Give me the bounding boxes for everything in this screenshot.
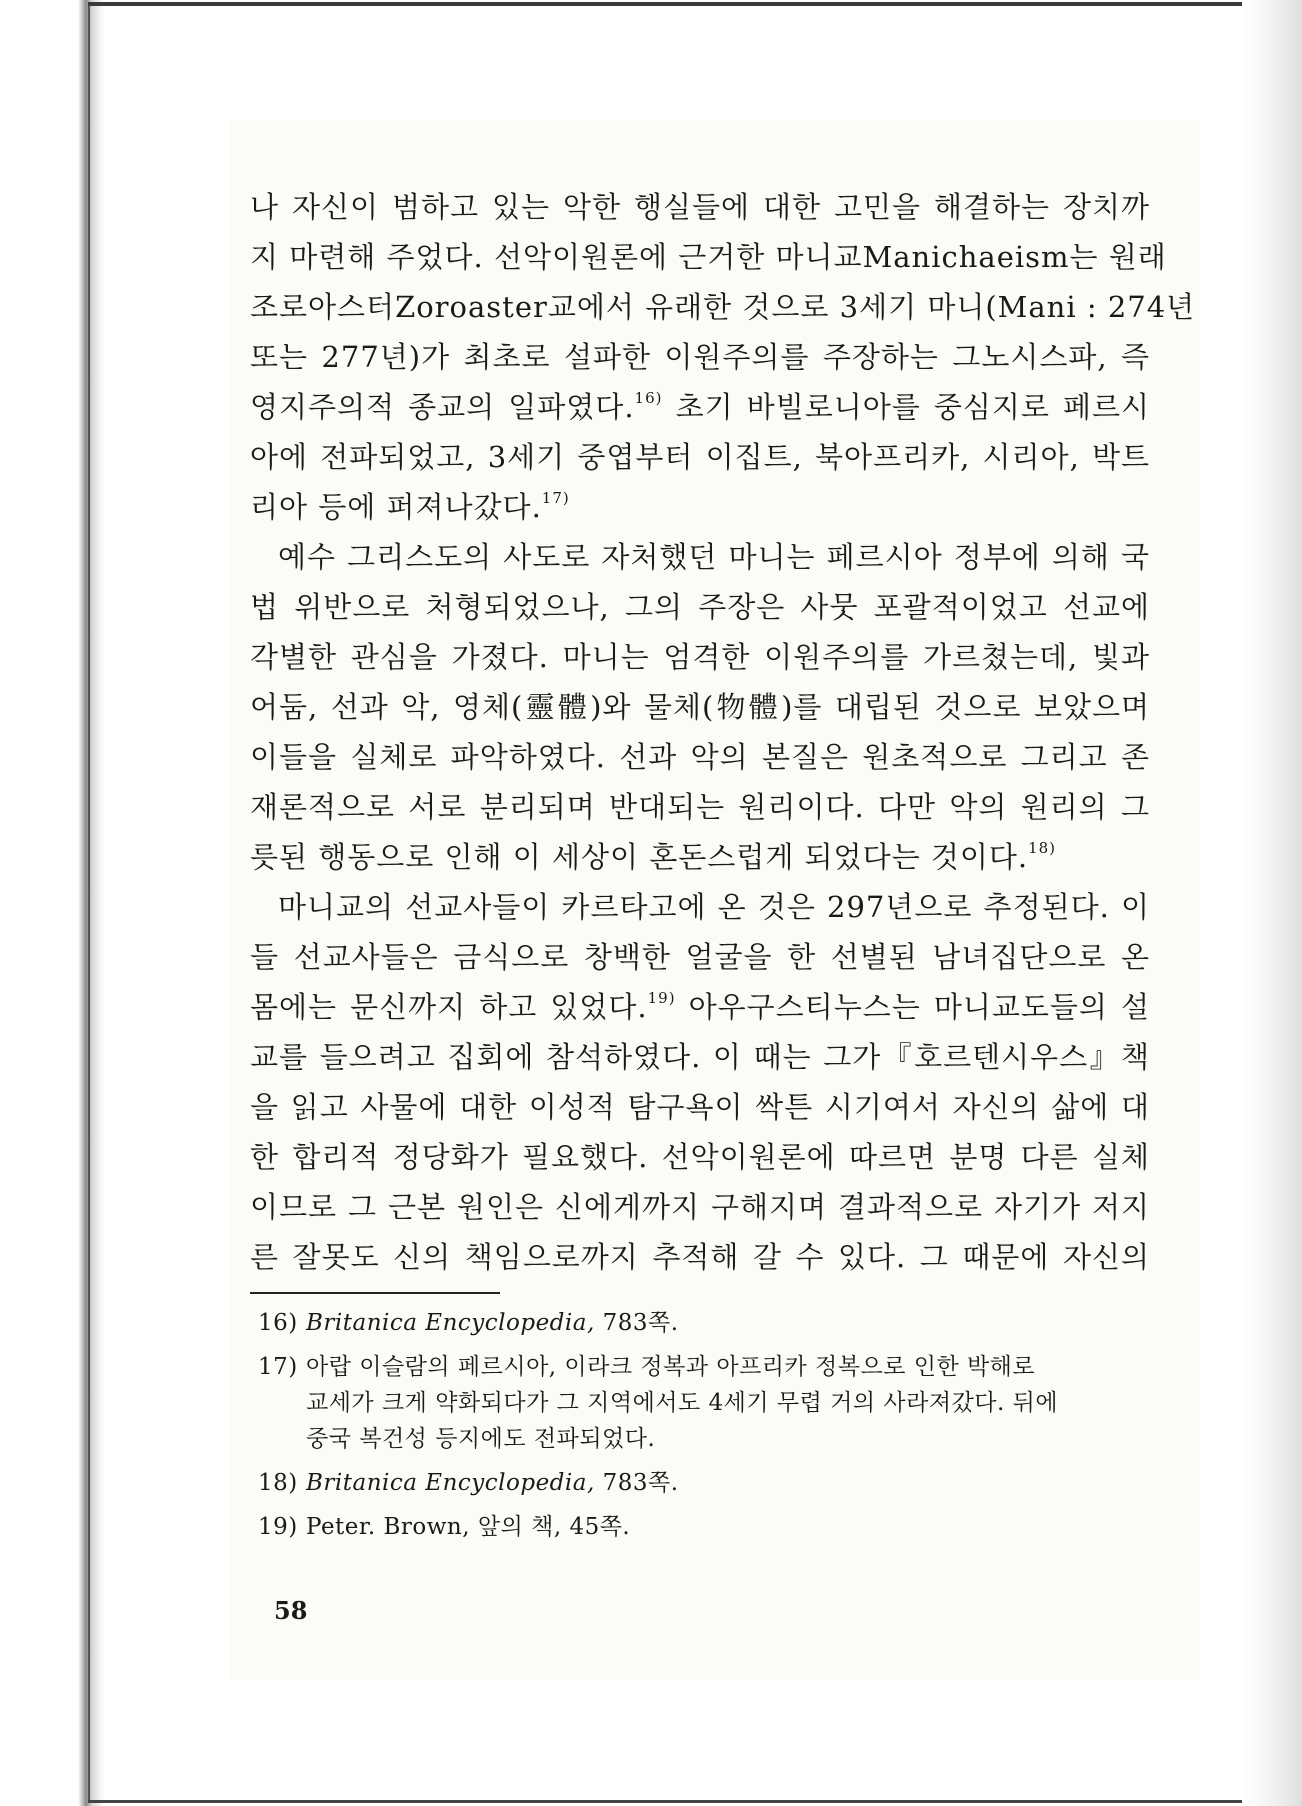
text-line: [250, 982, 1150, 1032]
text-line: 지 마련해 주었다. 선악이원론에 근거한 마니교Manichaeism는 원래: [250, 240, 1167, 274]
text-line: 마니교의 선교사들이 카르타고에 온 것은 297년으로 추정된다. 이: [278, 890, 1150, 924]
footnote-separator: [250, 1292, 500, 1294]
footnote-text: 783쪽.: [594, 1310, 679, 1336]
text-line: 조로아스터Zoroaster교에서 유래한 것으로 3세기 마니(Mani : 274년: [250, 290, 1196, 324]
text-line: 이므로 그 근본 원인은 신에게까지 구해지며 결과적으로 자기가 저지: [250, 1190, 1150, 1224]
footnote-17: [258, 1349, 1150, 1457]
page-bottom-border: [88, 1800, 1302, 1803]
text-line: 이들을 실체로 파악하였다. 선과 악의 본질은 원초적으로 그리고 존: [250, 740, 1150, 774]
footnote-ref[interactable]: 17): [541, 489, 570, 507]
footnote-title: Britanica Encyclopedia,: [306, 1310, 595, 1336]
footnote-19: [258, 1509, 1150, 1545]
footnote-number: 18): [258, 1470, 298, 1496]
footnote-ref[interactable]: 16): [634, 389, 663, 407]
footnote-text: 아랍 이슬람의 페르시아, 이라크 정복과 아프리카 정복으로 인한 박해로: [306, 1354, 1036, 1380]
text-line: 예수 그리스도의 사도로 자처했던 마니는 페르시아 정부에 의해 국: [278, 540, 1150, 574]
text-line: 아에 전파되었고, 3세기 중엽부터 이집트, 북아프리카, 시리아, 박트: [250, 440, 1150, 474]
footnote-text: 783쪽.: [594, 1470, 679, 1496]
text-line: 각별한 관심을 가졌다. 마니는 엄격한 이원주의를 가르쳤는데, 빛과: [250, 640, 1150, 674]
text-line: [250, 832, 1150, 882]
footnote-text-cont: 중국 복건성 등지에도 전파되었다.: [306, 1426, 656, 1452]
line-segment: 리아 등에 퍼져나갔다.: [250, 490, 542, 524]
text-line: 른 잘못도 신의 책임으로까지 추적해 갈 수 있다. 그 때문에 자신의: [250, 1240, 1150, 1274]
text-line: [250, 482, 1150, 532]
line-segment: 아우구스티누스는 마니교도들의 설: [688, 990, 1150, 1024]
text-line: [250, 382, 1150, 432]
line-segment: 릇된 행동으로 인해 이 세상이 혼돈스럽게 되었다는 것이다.: [250, 840, 1029, 874]
body-text: [250, 182, 1196, 1282]
page-top-border: [88, 2, 1302, 6]
text-line: 교를 들으려고 집회에 참석하였다. 이 때는 그가『호르텐시우스』책: [250, 1040, 1150, 1074]
text-line: 나 자신이 범하고 있는 악한 행실들에 대한 고민을 해결하는 장치까: [250, 190, 1150, 224]
line-segment: 초기 바빌로니아를 중심지로 페르시: [675, 390, 1151, 424]
footnote-title: Britanica Encyclopedia,: [306, 1470, 595, 1496]
footnote-16: [258, 1305, 1150, 1341]
page-left-border: [88, 4, 90, 1802]
text-line: 재론적으로 서로 분리되며 반대되는 원리이다. 다만 악의 원리의 그: [250, 790, 1150, 824]
footnote-ref[interactable]: 19): [647, 989, 676, 1007]
footnote-text-cont: 교세가 크게 약화되다가 그 지역에서도 4세기 무렵 거의 사라져갔다. 뒤에: [306, 1390, 1059, 1416]
text-line: 을 읽고 사물에 대한 이성적 탐구욕이 싹튼 시기여서 자신의 삶에 대: [250, 1090, 1150, 1124]
text-line: 들 선교사들은 금식으로 창백한 얼굴을 한 선별된 남녀집단으로 온: [250, 940, 1150, 974]
footnote-number: 16): [258, 1310, 298, 1336]
footnote-number: 19): [258, 1514, 298, 1540]
footnotes: [258, 1305, 1150, 1553]
footnote-ref[interactable]: 18): [1028, 839, 1057, 857]
footnote-18: [258, 1465, 1150, 1501]
footnote-text: Peter. Brown, 앞의 책, 45쪽.: [306, 1514, 631, 1540]
page-right-shadow: [1242, 0, 1302, 1806]
line-segment: 몸에는 문신까지 하고 있었다.: [250, 990, 648, 1024]
footnote-number: 17): [258, 1354, 298, 1380]
text-line: 어둠, 선과 악, 영체(靈體)와 물체(物體)를 대립된 것으로 보았으며: [250, 690, 1150, 724]
text-line: 법 위반으로 처형되었으나, 그의 주장은 사뭇 포괄적이었고 선교에: [250, 590, 1150, 624]
text-line: 한 합리적 정당화가 필요했다. 선악이원론에 따르면 분명 다른 실체: [250, 1140, 1150, 1174]
page-number: 58: [274, 1596, 308, 1625]
line-segment: 영지주의적 종교의 일파였다.: [250, 390, 635, 424]
text-line: 또는 277년)가 최초로 설파한 이원주의를 주장하는 그노시스파, 즉: [250, 340, 1150, 374]
